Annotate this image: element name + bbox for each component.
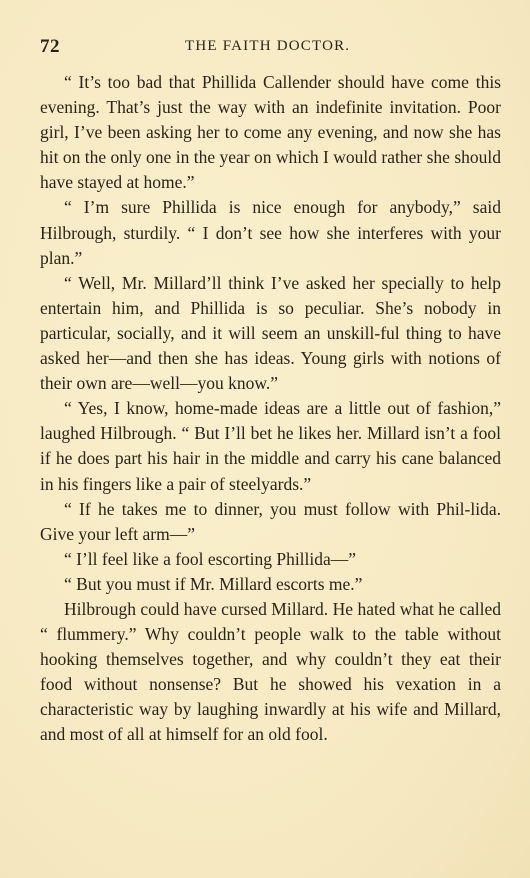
body-text bbox=[40, 70, 501, 748]
paragraph: “ I’ll feel like a fool escorting Phillida—” bbox=[64, 548, 357, 569]
page-header bbox=[40, 36, 500, 58]
paragraph: “ Well, Mr. Millard’ll think I’ve asked her specially to help entertain him, and Phillida is so peculiar. She’s nobody in particular, socially, and it will seem an unskill-ful thing to have asked her—and then she has ideas. Young girls with notions of their own are—well—you know.” bbox=[40, 272, 501, 394]
page-number: 72 bbox=[40, 36, 60, 57]
paragraph: “ I’m sure Phillida is nice enough for anybody,” said Hilbrough, sturdily. “ I don’t see how she interferes with your plan.” bbox=[40, 197, 501, 268]
running-title: THE FAITH DOCTOR. bbox=[185, 38, 351, 54]
paragraph: “ If he takes me to dinner, you must follow with Phil-lida. Give your left arm—” bbox=[40, 498, 501, 544]
paragraph: Hilbrough could have cursed Millard. He hated what he called “ flummery.” Why couldn’t people walk to the table without hooking themselves together, and why couldn’t they eat their food without nonsense? But he showed his vexation in a characteristic way by laughing inwardly at his wife and Millard, and most of all at himself for an old fool. bbox=[40, 598, 501, 745]
paragraph: “ Yes, I know, home-made ideas are a little out of fashion,” laughed Hilbrough. “ But I’ll bet he likes her. Millard isn’t a fool if he does part his hair in the middle and carry his cane balanced in his fingers like a pair of steelyards.” bbox=[40, 398, 501, 494]
paragraph: “ But you must if Mr. Millard escorts me.” bbox=[64, 573, 363, 594]
paragraph: “ It’s too bad that Phillida Callender should have come this evening. That’s just the way with an indefinite invitation. Poor girl, I’ve been asking her to come any evening, and now she has hit on the only one in the year on which I would rather she should have stayed at home.” bbox=[40, 72, 501, 193]
